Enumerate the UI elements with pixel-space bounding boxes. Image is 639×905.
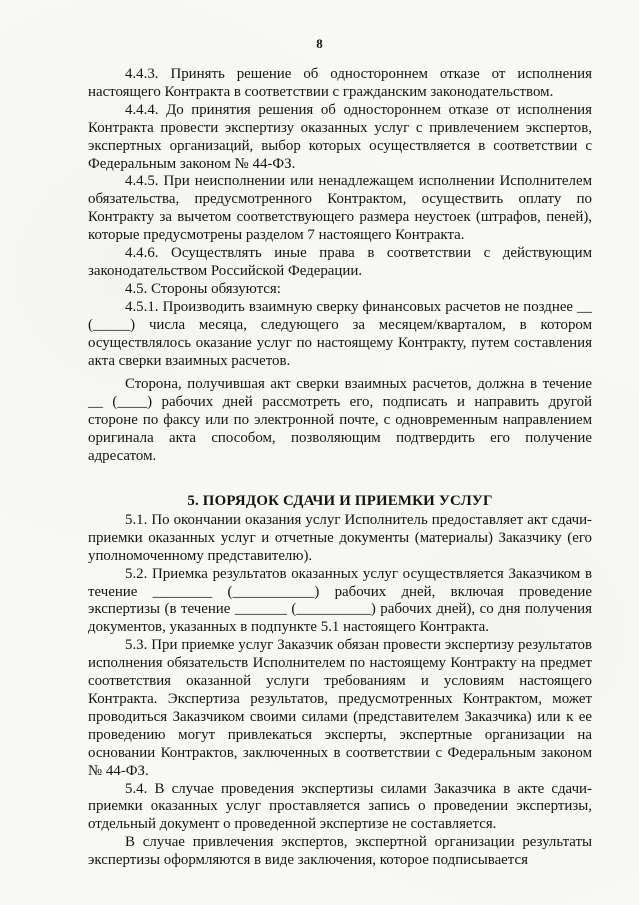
paragraph-4-5-1: 4.5.1. Производить взаимную сверку финансовых расчетов не позднее __ (_____) числа месяца, следующего за месяцем/кварталом, в котором осуществлялось оказание услуг по настоящему Контракту, путем составления акта сверки взаимных расчетов. bbox=[88, 298, 592, 369]
paragraph-5-1: 5.1. По окончании оказания услуг Исполнитель предоставляет акт сдачи-приемки оказанных услуг и отчетные документы (материалы) Заказчику (его уполномоченному представителю). bbox=[88, 511, 592, 564]
page-number: 8 bbox=[316, 36, 323, 51]
paragraph-5-3: 5.3. При приемке услуг Заказчик обязан провести экспертизу результатов исполнения обязательств Исполнителем по настоящему Контракту на предмет соответствия оказанной услуги требованиям и условиям настоящего Контракта. Экспертиза результатов, предусмотренных Контрактом, может проводиться Заказчиком своими силами (представителем Заказчика) или к ее проведению могут привлекаться эксперты, экспертные организации на основании Контрактов, заключенных в соответствии с Федеральным законом № 44-ФЗ. bbox=[88, 637, 592, 779]
paragraph-4-5: 4.5. Стороны обязуются: bbox=[125, 280, 281, 297]
paragraph-experts: В случае привлечения экспертов, экспертной организации результаты экспертизы оформляются в виде заключения, которое подписывается bbox=[88, 834, 592, 869]
paragraph-5-4: 5.4. В случае проведения экспертизы силами Заказчика в акте сдачи-приемки оказанных услуг проставляется запись о проведении экспертизы, отдельный документ о проведенной экспертизе не составляется. bbox=[88, 780, 592, 833]
paragraph-4-4-6: 4.4.6. Осуществлять иные права в соответствии с действующим законодательством Российской Федерации. bbox=[88, 245, 592, 279]
document-body bbox=[88, 66, 592, 870]
paragraph-reconciliation: Сторона, получившая акт сверки взаимных расчетов, должна в течение __ (____) рабочих дней рассмотреть его, подписать и направить другой стороне по факсу или по электронной почте, с одновременным направлением оригинала акта способом, позволяющим подтвердить его получение адресатом. bbox=[88, 376, 592, 465]
paragraph-4-4-4: 4.4.4. До принятия решения об одностороннем отказе от исполнения Контракта провести экспертизу оказанных услуг с привлечением экспертов, экспертных организаций, выбор которых осуществляется в соответствии с Федеральным законом № 44-ФЗ. bbox=[88, 101, 592, 172]
paragraph-4-4-5: 4.4.5. При неисполнении или ненадлежащем исполнении Исполнителем обязательства, предусмотренного Контрактом, осуществить оплату по Контракту за вычетом соответствующего размера неустоек (штрафов, пеней), которые предусмотрены разделом 7 настоящего Контракта. bbox=[88, 173, 592, 244]
paragraph-4-4-3: 4.4.3. Принять решение об одностороннем отказе от исполнения настоящего Контракта в соответствии с гражданским законодательством. bbox=[88, 66, 592, 100]
section-heading: 5. ПОРЯДОК СДАЧИ И ПРИЕМКИ УСЛУГ bbox=[187, 492, 493, 509]
paragraph-5-2: 5.2. Приемка результатов оказанных услуг осуществляется Заказчиком в течение ________ (___________) рабочих дней, включая проведение экспертизы (в течение _______ (__________) рабочих дней), со дня получения документов, указанных в подпункте 5.1 настоящего Контракта. bbox=[88, 565, 592, 636]
